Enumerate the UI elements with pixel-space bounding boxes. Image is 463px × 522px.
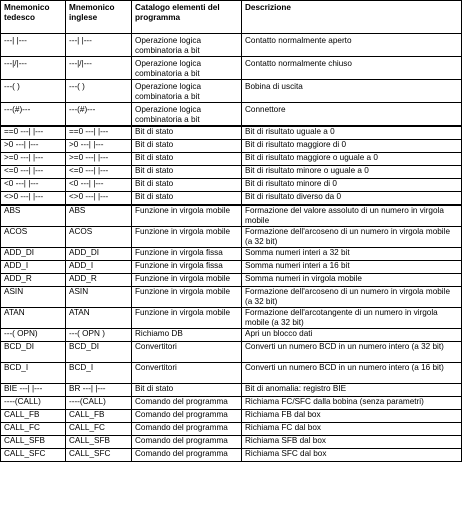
- catalog-cell: Convertitori: [132, 363, 242, 384]
- mnemonic-german-cell: ADD_DI: [1, 248, 66, 261]
- catalog-cell: Funzione in virgola mobile: [132, 205, 242, 227]
- mnemonic-english-cell: <>0 ---| |---: [66, 192, 132, 206]
- mnemonic-german-cell: ACOS: [1, 227, 66, 248]
- description-cell: Bobina di uscita: [242, 80, 462, 103]
- mnemonic-german-cell: BCD_I: [1, 363, 66, 384]
- mnemonic-german-cell: ---( ): [1, 80, 66, 103]
- mnemonic-german-cell: <=0 ---| |---: [1, 166, 66, 179]
- table-row: [1, 166, 462, 179]
- table-row: [1, 274, 462, 287]
- mnemonic-english-cell: CALL_FC: [66, 423, 132, 436]
- table-row: [1, 397, 462, 410]
- catalog-cell: Operazione logica combinatoria a bit: [132, 34, 242, 57]
- table-row: [1, 248, 462, 261]
- description-cell: Bit di risultato diverso da 0: [242, 192, 462, 206]
- mnemonic-english-cell: ---(#)---: [66, 103, 132, 127]
- mnemonic-german-cell: ABS: [1, 205, 66, 227]
- catalog-cell: Funzione in virgola mobile: [132, 308, 242, 329]
- mnemonic-german-cell: >0 ---| |---: [1, 140, 66, 153]
- catalog-cell: Convertitori: [132, 342, 242, 363]
- table-row: [1, 410, 462, 423]
- mnemonic-english-cell: >=0 ---| |---: [66, 153, 132, 166]
- table-row: [1, 192, 462, 206]
- table-body: [1, 34, 462, 462]
- description-cell: Formazione dell'arcoseno di un numero in virgola mobile (a 32 bit): [242, 227, 462, 248]
- mnemonic-german-cell: BCD_DI: [1, 342, 66, 363]
- header-row: [1, 1, 462, 34]
- catalog-cell: Bit di stato: [132, 179, 242, 192]
- catalog-cell: Bit di stato: [132, 140, 242, 153]
- mnemonic-english-cell: BR ---| |---: [66, 384, 132, 397]
- catalog-cell: Comando del programma: [132, 449, 242, 462]
- mnemonic-english-cell: ADD_DI: [66, 248, 132, 261]
- mnemonic-german-cell: ---( OPN): [1, 329, 66, 342]
- mnemonic-german-cell: <0 ---| |---: [1, 179, 66, 192]
- catalog-cell: Comando del programma: [132, 423, 242, 436]
- mnemonic-german-cell: <>0 ---| |---: [1, 192, 66, 206]
- mnemonic-english-cell: ----(CALL): [66, 397, 132, 410]
- mnemonic-german-cell: ASIN: [1, 287, 66, 308]
- table-row: [1, 449, 462, 462]
- mnemonic-english-cell: ATAN: [66, 308, 132, 329]
- description-cell: Contatto normalmente aperto: [242, 34, 462, 57]
- description-cell: Bit di risultato maggiore di 0: [242, 140, 462, 153]
- mnemonic-german-cell: ATAN: [1, 308, 66, 329]
- table-row: [1, 436, 462, 449]
- description-cell: Richiama SFC dal box: [242, 449, 462, 462]
- description-cell: Connettore: [242, 103, 462, 127]
- mnemonic-english-cell: BCD_DI: [66, 342, 132, 363]
- catalog-cell: Operazione logica combinatoria a bit: [132, 103, 242, 127]
- catalog-cell: Funzione in virgola mobile: [132, 227, 242, 248]
- table-row: [1, 80, 462, 103]
- description-cell: Bit di risultato minore o uguale a 0: [242, 166, 462, 179]
- table-row: [1, 34, 462, 57]
- description-cell: Richiama FC/SFC dalla bobina (senza parametri): [242, 397, 462, 410]
- mnemonic-english-cell: CALL_SFB: [66, 436, 132, 449]
- table-row: [1, 261, 462, 274]
- description-cell: Somma numeri interi a 16 bit: [242, 261, 462, 274]
- table-row: [1, 308, 462, 329]
- table-row: [1, 153, 462, 166]
- mnemonic-german-cell: ----(CALL): [1, 397, 66, 410]
- catalog-cell: Bit di stato: [132, 192, 242, 206]
- catalog-cell: Bit di stato: [132, 126, 242, 140]
- mnemonic-english-cell: ABS: [66, 205, 132, 227]
- mnemonic-english-cell: ---( OPN ): [66, 329, 132, 342]
- mnemonic-german-cell: ---|/|---: [1, 57, 66, 80]
- table-row: [1, 205, 462, 227]
- mnemonic-english-cell: ASIN: [66, 287, 132, 308]
- description-cell: Contatto normalmente chiuso: [242, 57, 462, 80]
- table-row: [1, 363, 462, 384]
- table-row: [1, 384, 462, 397]
- mnemonic-english-cell: <=0 ---| |---: [66, 166, 132, 179]
- description-cell: Apri un blocco dati: [242, 329, 462, 342]
- mnemonic-english-cell: CALL_FB: [66, 410, 132, 423]
- description-cell: Bit di risultato minore di 0: [242, 179, 462, 192]
- catalog-cell: Bit di stato: [132, 153, 242, 166]
- table-row: [1, 287, 462, 308]
- description-cell: Somma numeri in virgola mobile: [242, 274, 462, 287]
- table-row: [1, 57, 462, 80]
- description-cell: Formazione dell'arcoseno di un numero in virgola mobile (a 32 bit): [242, 287, 462, 308]
- mnemonic-german-cell: BIE ---| |---: [1, 384, 66, 397]
- table-row: [1, 329, 462, 342]
- description-cell: Formazione dell'arcotangente di un numero in virgola mobile (a 32 bit): [242, 308, 462, 329]
- table-row: [1, 342, 462, 363]
- description-cell: Bit di anomalia: registro BIE: [242, 384, 462, 397]
- mnemonic-german-cell: CALL_SFC: [1, 449, 66, 462]
- catalog-cell: Operazione logica combinatoria a bit: [132, 80, 242, 103]
- catalog-cell: Comando del programma: [132, 436, 242, 449]
- mnemonic-german-cell: >=0 ---| |---: [1, 153, 66, 166]
- table-row: [1, 179, 462, 192]
- catalog-cell: Comando del programma: [132, 410, 242, 423]
- header-mnemonic-german: Mnemonico tedesco: [1, 1, 66, 34]
- catalog-cell: Bit di stato: [132, 384, 242, 397]
- table-row: [1, 227, 462, 248]
- catalog-cell: Funzione in virgola mobile: [132, 274, 242, 287]
- table-row: [1, 103, 462, 127]
- mnemonic-english-cell: ---( ): [66, 80, 132, 103]
- catalog-cell: Funzione in virgola fissa: [132, 261, 242, 274]
- mnemonic-english-cell: ---| |---: [66, 34, 132, 57]
- description-cell: Converti un numero BCD in un numero intero (a 32 bit): [242, 342, 462, 363]
- catalog-cell: Operazione logica combinatoria a bit: [132, 57, 242, 80]
- table-row: [1, 126, 462, 140]
- mnemonic-english-cell: ACOS: [66, 227, 132, 248]
- description-cell: Bit di risultato uguale a 0: [242, 126, 462, 140]
- catalog-cell: Bit di stato: [132, 166, 242, 179]
- catalog-cell: Funzione in virgola mobile: [132, 287, 242, 308]
- catalog-cell: Richiamo DB: [132, 329, 242, 342]
- mnemonic-german-cell: CALL_SFB: [1, 436, 66, 449]
- description-cell: Richiama FC dal box: [242, 423, 462, 436]
- mnemonic-english-cell: >0 ---| |---: [66, 140, 132, 153]
- description-cell: Bit di risultato maggiore o uguale a 0: [242, 153, 462, 166]
- header-mnemonic-english: Mnemonico inglese: [66, 1, 132, 34]
- mnemonic-english-cell: BCD_I: [66, 363, 132, 384]
- description-cell: Somma numeri interi a 32 bit: [242, 248, 462, 261]
- mnemonic-german-cell: CALL_FB: [1, 410, 66, 423]
- header-catalog: Catalogo elementi del programma: [132, 1, 242, 34]
- mnemonic-english-cell: <0 ---| |---: [66, 179, 132, 192]
- mnemonic-german-cell: ADD_I: [1, 261, 66, 274]
- description-cell: Formazione del valore assoluto di un numero in virgola mobile: [242, 205, 462, 227]
- header-description: Descrizione: [242, 1, 462, 34]
- mnemonic-german-cell: ADD_R: [1, 274, 66, 287]
- catalog-cell: Comando del programma: [132, 397, 242, 410]
- mnemonic-german-cell: ---(#)---: [1, 103, 66, 127]
- mnemonic-english-cell: ==0 ---| |---: [66, 126, 132, 140]
- mnemonic-german-cell: ---| |---: [1, 34, 66, 57]
- mnemonic-english-cell: ---|/|---: [66, 57, 132, 80]
- mnemonic-german-cell: ==0 ---| |---: [1, 126, 66, 140]
- description-cell: Converti un numero BCD in un numero intero (a 16 bit): [242, 363, 462, 384]
- mnemonic-english-cell: CALL_SFC: [66, 449, 132, 462]
- description-cell: Richiama FB dal box: [242, 410, 462, 423]
- mnemonic-english-cell: ADD_R: [66, 274, 132, 287]
- table-row: [1, 140, 462, 153]
- description-cell: Richiama SFB dal box: [242, 436, 462, 449]
- mnemonic-english-cell: ADD_I: [66, 261, 132, 274]
- catalog-cell: Funzione in virgola fissa: [132, 248, 242, 261]
- table-row: [1, 423, 462, 436]
- mnemonic-german-cell: CALL_FC: [1, 423, 66, 436]
